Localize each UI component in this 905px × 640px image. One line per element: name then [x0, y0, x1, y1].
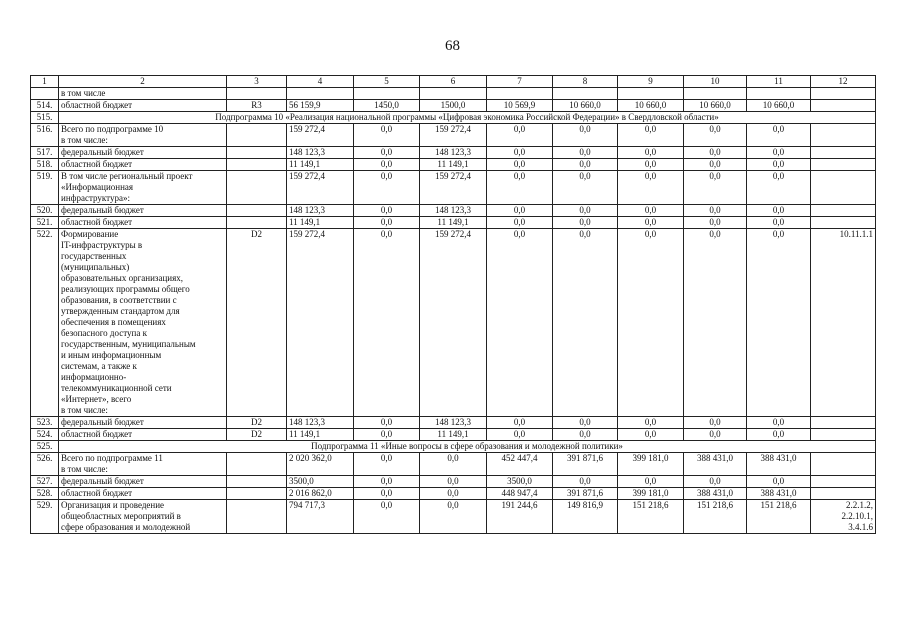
- row-label: Формирование IT-инфраструктуры в государственных (муниципальных) образовательных организациях, реализующих программы общего образования, в соответствии с утвержденным стандартом для обеспечения в помещениях безопасного доступа к государственным, муниципальным и иным информационным системам, а также к информационно- телекоммуникационной сети «Интернет», всего в том числе:: [59, 229, 227, 417]
- value-cell: 0,0: [747, 217, 811, 229]
- header-cell: 9: [618, 76, 684, 88]
- value-cell: 388 431,0: [747, 488, 811, 500]
- header-cell: 6: [420, 76, 487, 88]
- value-cell: 0,0: [684, 171, 747, 205]
- value-cell: 0,0: [354, 429, 420, 441]
- row-number: 516.: [31, 124, 59, 147]
- value-cell: 0,0: [684, 205, 747, 217]
- row-number: 524.: [31, 429, 59, 441]
- value-cell: 11 149,1: [287, 217, 354, 229]
- value-cell: 0,0: [618, 417, 684, 429]
- value-cell: 0,0: [684, 147, 747, 159]
- value-cell: 151 218,6: [684, 500, 747, 534]
- value-cell: 0,0: [618, 147, 684, 159]
- target-codes: [811, 88, 876, 100]
- value-cell: [420, 88, 487, 100]
- value-cell: 0,0: [354, 159, 420, 171]
- header-cell: 2: [59, 76, 227, 88]
- value-cell: 159 272,4: [420, 171, 487, 205]
- value-cell: 159 272,4: [420, 229, 487, 417]
- header-cell: 10: [684, 76, 747, 88]
- target-codes: 2.2.1.2, 2.2.10.1, 3.4.1.6: [811, 500, 876, 534]
- value-cell: 0,0: [684, 476, 747, 488]
- row-label: федеральный бюджет: [59, 147, 227, 159]
- value-cell: 391 871,6: [553, 453, 618, 476]
- target-codes: [811, 100, 876, 112]
- value-cell: 2 016 862,0: [287, 488, 354, 500]
- value-cell: 399 181,0: [618, 453, 684, 476]
- table-row: [31, 429, 876, 441]
- value-cell: 0,0: [354, 500, 420, 534]
- table-row: [31, 476, 876, 488]
- value-cell: 0,0: [684, 229, 747, 417]
- value-cell: 159 272,4: [287, 229, 354, 417]
- table-row: [31, 229, 876, 417]
- value-cell: [553, 88, 618, 100]
- table-row: [31, 159, 876, 171]
- value-cell: 0,0: [553, 147, 618, 159]
- row-number: 521.: [31, 217, 59, 229]
- value-cell: 0,0: [684, 429, 747, 441]
- value-cell: 0,0: [747, 171, 811, 205]
- row-label: федеральный бюджет: [59, 476, 227, 488]
- value-cell: 0,0: [618, 229, 684, 417]
- value-cell: 3500,0: [287, 476, 354, 488]
- value-cell: 391 871,6: [553, 488, 618, 500]
- value-cell: 0,0: [618, 205, 684, 217]
- row-label: федеральный бюджет: [59, 205, 227, 217]
- target-codes: [811, 476, 876, 488]
- value-cell: 0,0: [354, 488, 420, 500]
- table-row: [31, 217, 876, 229]
- value-cell: 0,0: [553, 217, 618, 229]
- table-row: [31, 171, 876, 205]
- value-cell: 0,0: [487, 229, 553, 417]
- target-codes: [811, 217, 876, 229]
- table-row: [31, 88, 876, 100]
- value-cell: 0,0: [487, 147, 553, 159]
- row-code: [227, 171, 287, 205]
- row-number: 514.: [31, 100, 59, 112]
- table-row: [31, 488, 876, 500]
- value-cell: [684, 88, 747, 100]
- row-code: [227, 88, 287, 100]
- table-row: [31, 205, 876, 217]
- value-cell: 148 123,3: [420, 417, 487, 429]
- value-cell: 0,0: [618, 124, 684, 147]
- row-code: [227, 476, 287, 488]
- value-cell: 0,0: [354, 205, 420, 217]
- section-title: Подпрограмма 11 «Иные вопросы в сфере образования и молодежной политики»: [59, 441, 876, 453]
- value-cell: 10 660,0: [684, 100, 747, 112]
- row-label: В том числе региональный проект «Информационная инфраструктура»:: [59, 171, 227, 205]
- value-cell: 1500,0: [420, 100, 487, 112]
- value-cell: 399 181,0: [618, 488, 684, 500]
- header-cell: 4: [287, 76, 354, 88]
- value-cell: 148 123,3: [287, 205, 354, 217]
- target-codes: [811, 124, 876, 147]
- value-cell: 0,0: [420, 488, 487, 500]
- value-cell: 0,0: [354, 171, 420, 205]
- value-cell: 0,0: [553, 171, 618, 205]
- value-cell: 0,0: [487, 429, 553, 441]
- value-cell: 1450,0: [354, 100, 420, 112]
- row-code: [227, 205, 287, 217]
- row-code: [227, 124, 287, 147]
- header-row: [31, 76, 876, 88]
- value-cell: 0,0: [618, 217, 684, 229]
- value-cell: 11 149,1: [420, 429, 487, 441]
- value-cell: 0,0: [684, 159, 747, 171]
- value-cell: 151 218,6: [747, 500, 811, 534]
- value-cell: 11 149,1: [287, 159, 354, 171]
- value-cell: 0,0: [420, 476, 487, 488]
- row-label: федеральный бюджет: [59, 417, 227, 429]
- value-cell: 0,0: [354, 476, 420, 488]
- value-cell: 388 431,0: [684, 453, 747, 476]
- table-row: [31, 417, 876, 429]
- value-cell: 0,0: [684, 124, 747, 147]
- value-cell: 0,0: [487, 417, 553, 429]
- target-codes: [811, 453, 876, 476]
- value-cell: 0,0: [487, 159, 553, 171]
- row-label: областной бюджет: [59, 429, 227, 441]
- value-cell: [354, 88, 420, 100]
- row-code: [227, 453, 287, 476]
- table-row: [31, 100, 876, 112]
- value-cell: 2 020 362,0: [287, 453, 354, 476]
- value-cell: 388 431,0: [684, 488, 747, 500]
- table-row: [31, 147, 876, 159]
- budget-table: [30, 75, 876, 534]
- page-number: 68: [445, 38, 460, 54]
- row-number: 515.: [31, 112, 59, 124]
- value-cell: 0,0: [553, 205, 618, 217]
- row-label: Всего по подпрограмме 10 в том числе:: [59, 124, 227, 147]
- value-cell: 0,0: [747, 205, 811, 217]
- value-cell: 0,0: [553, 476, 618, 488]
- row-label: областной бюджет: [59, 159, 227, 171]
- value-cell: 0,0: [553, 417, 618, 429]
- row-label: областной бюджет: [59, 100, 227, 112]
- row-code: D2: [227, 429, 287, 441]
- value-cell: 0,0: [747, 229, 811, 417]
- value-cell: 794 717,3: [287, 500, 354, 534]
- value-cell: 56 159,9: [287, 100, 354, 112]
- value-cell: 0,0: [487, 205, 553, 217]
- value-cell: 159 272,4: [287, 171, 354, 205]
- row-label: областной бюджет: [59, 217, 227, 229]
- value-cell: 0,0: [420, 453, 487, 476]
- value-cell: 0,0: [420, 500, 487, 534]
- value-cell: 0,0: [747, 159, 811, 171]
- target-codes: [811, 488, 876, 500]
- row-code: [227, 217, 287, 229]
- target-codes: [811, 429, 876, 441]
- target-codes: [811, 205, 876, 217]
- value-cell: 10 660,0: [747, 100, 811, 112]
- header-cell: 7: [487, 76, 553, 88]
- table-row: [31, 124, 876, 147]
- row-number: 525.: [31, 441, 59, 453]
- row-number: 526.: [31, 453, 59, 476]
- header-cell: 12: [811, 76, 876, 88]
- header-cell: 5: [354, 76, 420, 88]
- header-cell: 8: [553, 76, 618, 88]
- target-codes: [811, 171, 876, 205]
- value-cell: 149 816,9: [553, 500, 618, 534]
- value-cell: 0,0: [618, 159, 684, 171]
- row-code: [227, 488, 287, 500]
- value-cell: 3500,0: [487, 476, 553, 488]
- header-cell: 1: [31, 76, 59, 88]
- row-label: Организация и проведение общеобластных мероприятий в сфере образования и молодежной: [59, 500, 227, 534]
- row-code: R3: [227, 100, 287, 112]
- value-cell: 151 218,6: [618, 500, 684, 534]
- row-label: в том числе: [59, 88, 227, 100]
- value-cell: 191 244,6: [487, 500, 553, 534]
- value-cell: 388 431,0: [747, 453, 811, 476]
- value-cell: 11 149,1: [287, 429, 354, 441]
- target-codes: [811, 417, 876, 429]
- value-cell: 10 660,0: [553, 100, 618, 112]
- value-cell: 0,0: [553, 429, 618, 441]
- row-number: 522.: [31, 229, 59, 417]
- row-label: областной бюджет: [59, 488, 227, 500]
- row-number: 519.: [31, 171, 59, 205]
- value-cell: 11 149,1: [420, 159, 487, 171]
- value-cell: 0,0: [618, 476, 684, 488]
- row-number: 518.: [31, 159, 59, 171]
- row-number: 529.: [31, 500, 59, 534]
- value-cell: 0,0: [487, 171, 553, 205]
- table-body: [31, 76, 876, 534]
- value-cell: 0,0: [684, 417, 747, 429]
- value-cell: 0,0: [487, 124, 553, 147]
- value-cell: 0,0: [618, 171, 684, 205]
- row-number: [31, 88, 59, 100]
- value-cell: [618, 88, 684, 100]
- value-cell: 0,0: [684, 217, 747, 229]
- section-title: Подпрограмма 10 «Реализация национальной программы «Цифровая экономика Российской Федерации» в Свердловской области»: [59, 112, 876, 124]
- target-codes: [811, 147, 876, 159]
- value-cell: 0,0: [747, 147, 811, 159]
- row-code: D2: [227, 229, 287, 417]
- value-cell: [287, 88, 354, 100]
- row-number: 523.: [31, 417, 59, 429]
- table-row: [31, 453, 876, 476]
- target-codes: 10.11.1.1: [811, 229, 876, 417]
- row-number: 517.: [31, 147, 59, 159]
- value-cell: 148 123,3: [420, 147, 487, 159]
- row-code: [227, 159, 287, 171]
- value-cell: 0,0: [747, 476, 811, 488]
- value-cell: 148 123,3: [287, 147, 354, 159]
- row-label: Всего по подпрограмме 11 в том числе:: [59, 453, 227, 476]
- row-number: 520.: [31, 205, 59, 217]
- value-cell: 0,0: [553, 229, 618, 417]
- value-cell: 452 447,4: [487, 453, 553, 476]
- value-cell: 0,0: [354, 124, 420, 147]
- section-row: [31, 441, 876, 453]
- row-code: D2: [227, 417, 287, 429]
- table-row: [31, 500, 876, 534]
- value-cell: 0,0: [747, 429, 811, 441]
- value-cell: 0,0: [747, 417, 811, 429]
- value-cell: 159 272,4: [287, 124, 354, 147]
- value-cell: [487, 88, 553, 100]
- value-cell: 0,0: [747, 124, 811, 147]
- value-cell: 10 569,9: [487, 100, 553, 112]
- value-cell: 148 123,3: [420, 205, 487, 217]
- row-number: 528.: [31, 488, 59, 500]
- header-cell: 11: [747, 76, 811, 88]
- section-row: [31, 112, 876, 124]
- header-cell: 3: [227, 76, 287, 88]
- value-cell: 0,0: [553, 124, 618, 147]
- value-cell: 159 272,4: [420, 124, 487, 147]
- value-cell: 0,0: [354, 453, 420, 476]
- value-cell: 10 660,0: [618, 100, 684, 112]
- value-cell: 11 149,1: [420, 217, 487, 229]
- value-cell: 0,0: [618, 429, 684, 441]
- target-codes: [811, 159, 876, 171]
- value-cell: 0,0: [354, 229, 420, 417]
- value-cell: 448 947,4: [487, 488, 553, 500]
- value-cell: 0,0: [354, 147, 420, 159]
- row-number: 527.: [31, 476, 59, 488]
- value-cell: [747, 88, 811, 100]
- value-cell: 0,0: [553, 159, 618, 171]
- value-cell: 148 123,3: [287, 417, 354, 429]
- value-cell: 0,0: [354, 217, 420, 229]
- value-cell: 0,0: [354, 417, 420, 429]
- value-cell: 0,0: [487, 217, 553, 229]
- row-code: [227, 500, 287, 534]
- row-code: [227, 147, 287, 159]
